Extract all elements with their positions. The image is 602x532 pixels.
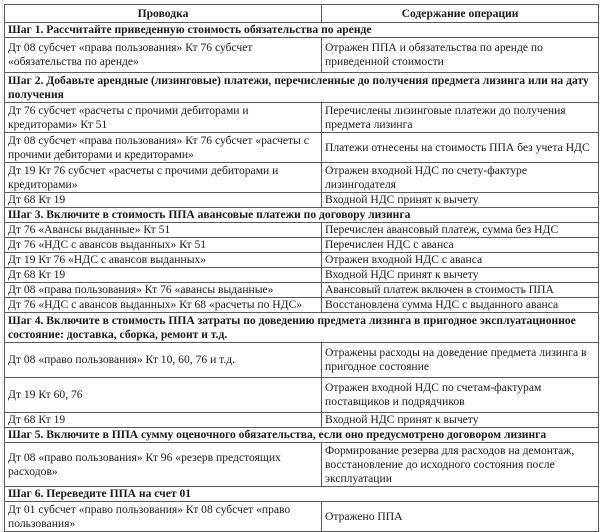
step-2-title: Шаг 2. Добавьте арендные (лизинговые) платежи, перечисленные до получения предмета лизинга или на дату получения xyxy=(5,73,599,103)
operation-cell: Формирование резерва для расходов на демонтаж, восстановление до исходного состояния после эксплуатации xyxy=(322,443,599,487)
step-row xyxy=(5,208,599,223)
table-row xyxy=(5,38,599,73)
operation-cell: Отражены расходы на доведение предмета лизинга в пригодное состояние xyxy=(322,343,599,378)
table-row xyxy=(5,133,599,163)
table-row xyxy=(5,378,599,413)
posting-cell: Дт 68 Кт 19 xyxy=(5,268,322,283)
posting-cell: Дт 19 Кт 60, 76 xyxy=(5,378,322,413)
header-row xyxy=(5,5,599,23)
table-row xyxy=(5,253,599,268)
table-row xyxy=(5,502,599,532)
step-5-title: Шаг 5. Включите в ППА сумму оценочного обязательства, если оно предусмотрено договором лизинга xyxy=(5,428,599,443)
sheet-gridline xyxy=(2,0,3,532)
posting-cell: Дт 68 Кт 19 xyxy=(5,413,322,428)
table-row xyxy=(5,343,599,378)
posting-cell: Дт 76 «НДС с авансов выданных» Кт 51 xyxy=(5,238,322,253)
posting-cell: Дт 01 субсчет «право пользования» Кт 08 субсчет «право пользования» xyxy=(5,502,322,532)
operation-cell: Входной НДС принят к вычету xyxy=(322,193,599,208)
operation-cell: Отражен входной НДС по счету-фактуре лизингодателя xyxy=(322,163,599,193)
posting-cell: Дт 76 субсчет «расчеты с прочими дебиторами и кредиторами» Кт 51 xyxy=(5,103,322,133)
table-row xyxy=(5,163,599,193)
table-row xyxy=(5,103,599,133)
posting-cell: Дт 08 субсчет «права пользования» Кт 76 субсчет «расчеты с прочими дебиторами и кредиторами» xyxy=(5,133,322,163)
posting-cell: Дт 76 «НДС с авансов выданных» Кт 68 «расчеты по НДС» xyxy=(5,298,322,313)
table-row xyxy=(5,238,599,253)
operation-cell: Входной НДС принят к вычету xyxy=(322,268,599,283)
posting-cell: Дт 19 Кт 76 субсчет «расчеты с прочими дебиторами и кредиторами» xyxy=(5,163,322,193)
posting-cell: Дт 08 «право пользования» Кт 10, 60, 76 и т.д. xyxy=(5,343,322,378)
step-row xyxy=(5,23,599,38)
posting-cell: Дт 19 Кт 76 «НДС с авансов выданных» xyxy=(5,253,322,268)
header-posting: Проводка xyxy=(5,5,322,23)
operation-cell: Восстановлена сумма НДС с выданного аванса xyxy=(322,298,599,313)
step-row xyxy=(5,428,599,443)
table-row xyxy=(5,298,599,313)
table-row xyxy=(5,413,599,428)
operation-cell: Отражен входной НДС с аванса xyxy=(322,253,599,268)
operation-cell: Перечислен НДС с аванса xyxy=(322,238,599,253)
operation-cell: Перечислен авансовый платеж, сумма без НДС xyxy=(322,223,599,238)
table-row xyxy=(5,223,599,238)
operation-cell: Платежи отнесены на стоимость ППА без учета НДС xyxy=(322,133,599,163)
lease-postings-table xyxy=(4,4,599,532)
operation-cell: Отражен входной НДС по счетам-фактурам поставщиков и подрядчиков xyxy=(322,378,599,413)
operation-cell: Отражен ППА и обязательства по аренде по приведенной стоимости xyxy=(322,38,599,73)
step-row xyxy=(5,313,599,343)
step-1-title: Шаг 1. Рассчитайте приведенную стоимость обязательства по аренде xyxy=(5,23,599,38)
operation-cell: Перечислены лизинговые платежи до получения предмета лизинга xyxy=(322,103,599,133)
operation-cell: Входной НДС принят к вычету xyxy=(322,413,599,428)
step-4-title: Шаг 4. Включите в стоимость ППА затраты по доведению предмета лизинга в пригодное эксплуатационное состояние: доставка, сборка, ремонт и т.д. xyxy=(5,313,599,343)
operation-cell: Отражено ППА xyxy=(322,502,599,532)
operation-cell: Авансовый платеж включен в стоимость ППА xyxy=(322,283,599,298)
step-6-title: Шаг 6. Переведите ППА на счет 01 xyxy=(5,487,599,502)
posting-cell: Дт 76 «Авансы выданные» Кт 51 xyxy=(5,223,322,238)
table-row xyxy=(5,443,599,487)
header-operation: Содержание операции xyxy=(322,5,599,23)
table-row xyxy=(5,283,599,298)
step-row xyxy=(5,487,599,502)
posting-cell: Дт 68 Кт 19 xyxy=(5,193,322,208)
posting-cell: Дт 08 субсчет «права пользования» Кт 76 субсчет «обязательства по аренде» xyxy=(5,38,322,73)
table-row xyxy=(5,268,599,283)
step-row xyxy=(5,73,599,103)
posting-cell: Дт 08 «право пользования» Кт 96 «резерв предстоящих расходов» xyxy=(5,443,322,487)
table-row xyxy=(5,193,599,208)
posting-cell: Дт 08 «права пользования» Кт 76 «авансы выданные» xyxy=(5,283,322,298)
step-3-title: Шаг 3. Включите в стоимость ППА авансовые платежи по договору лизинга xyxy=(5,208,599,223)
